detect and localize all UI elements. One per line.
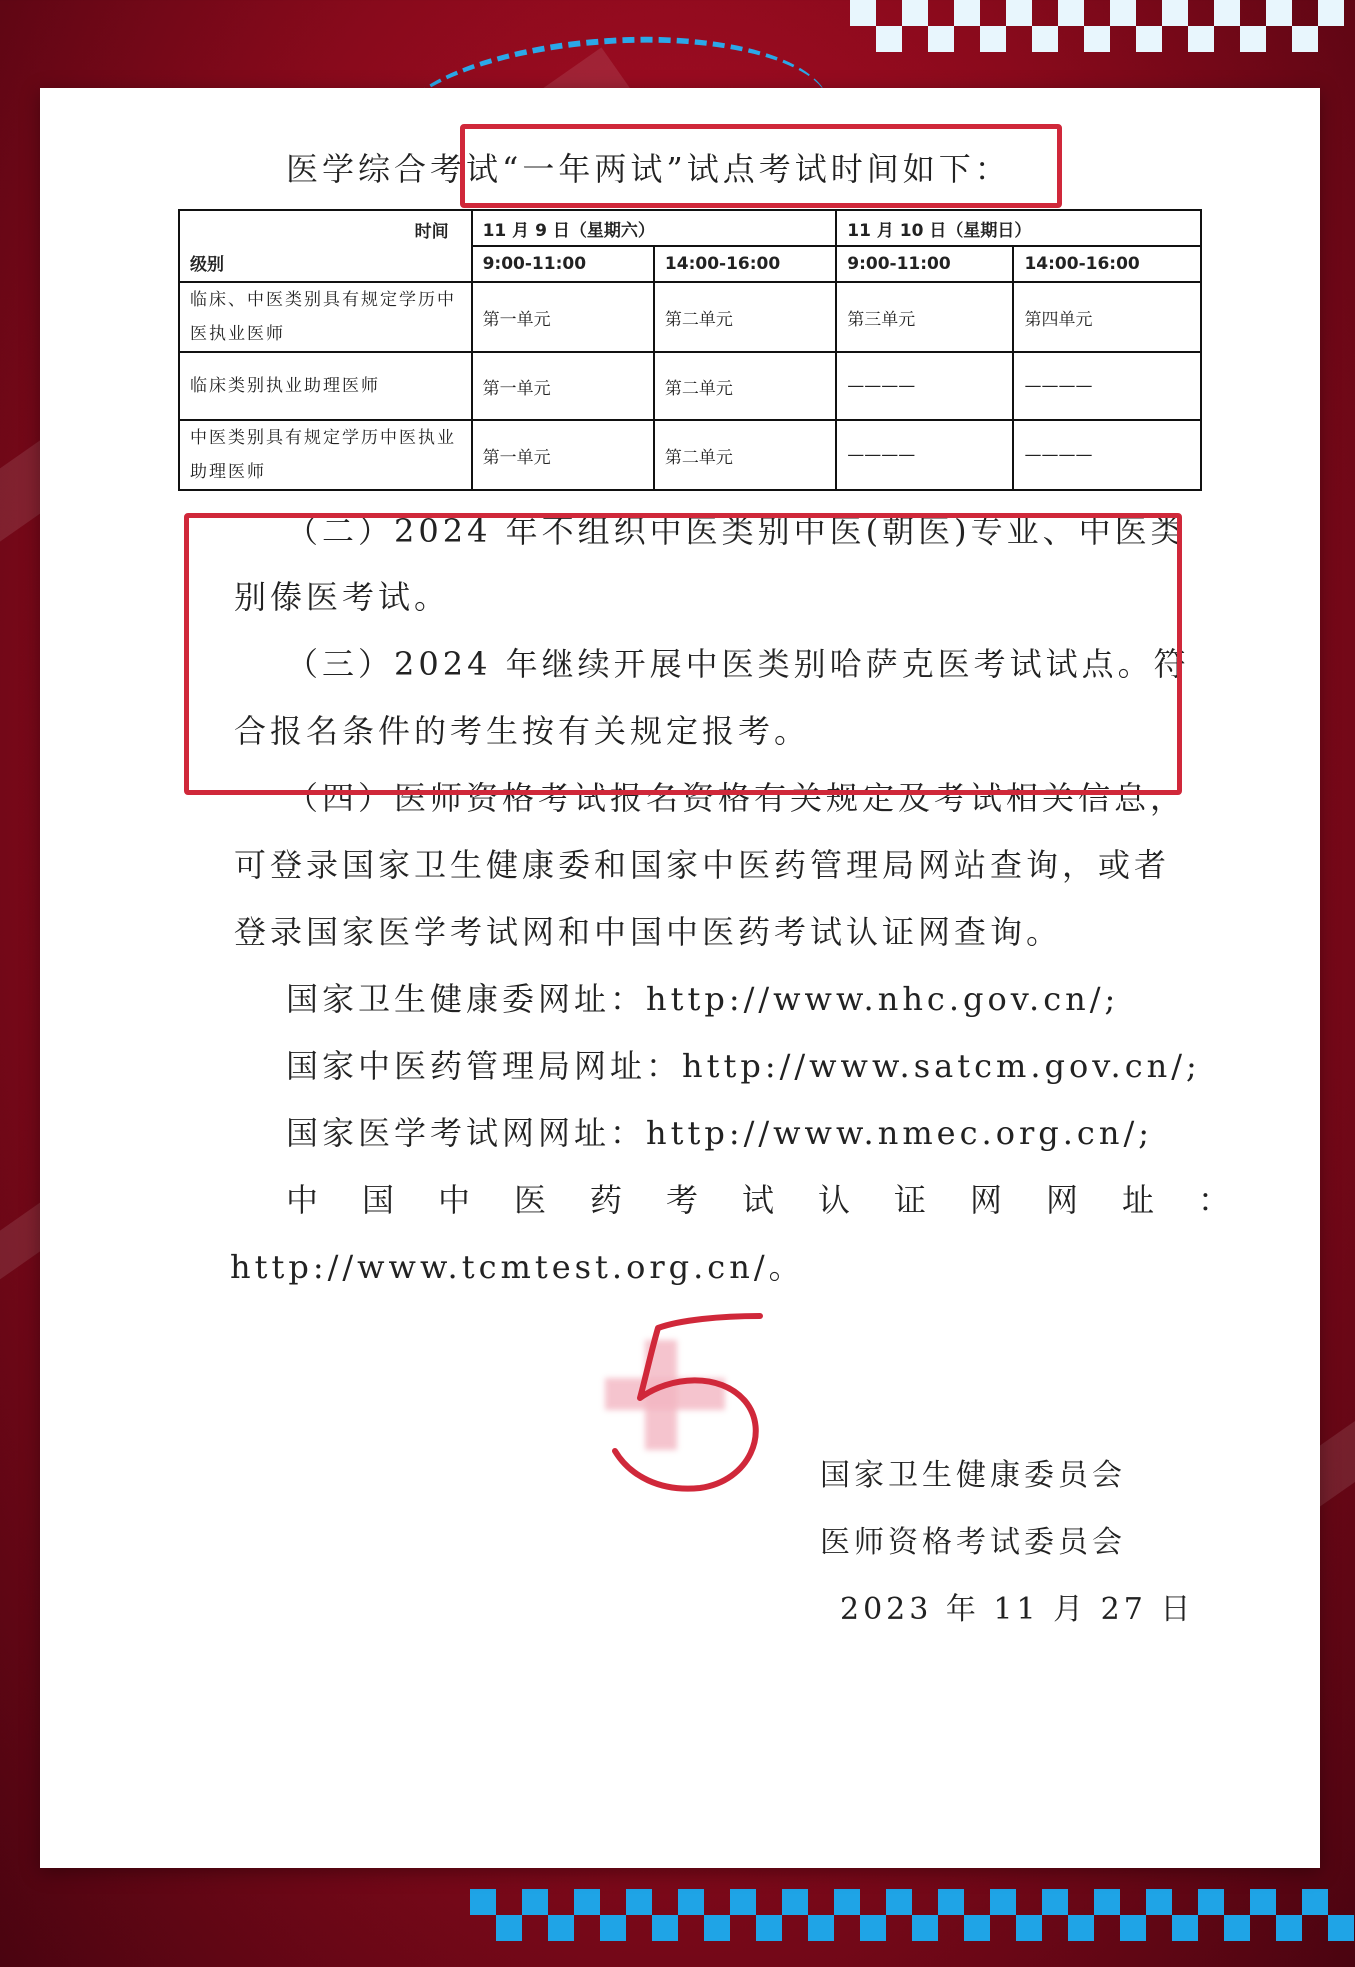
table-cell: 第一单元 [472, 352, 654, 420]
paragraph-4-line3: 登录国家医学考试网和中国中医药考试认证网查询。 [234, 913, 1063, 951]
paragraph-2-line2: 别傣医考试。 [234, 578, 451, 616]
corner-label-time: 时间 [414, 222, 449, 242]
highlight-box-title [460, 124, 1062, 208]
paragraph-3-line1: （三）2024 年继续开展中医类别哈萨克医考试试点。符 [286, 645, 1190, 683]
signer-committee: 医师资格考试委员会 [820, 1525, 1126, 1560]
table-cell: 第二单元 [654, 352, 836, 420]
intro-line: 医学综合考试“一年两试”试点考试时间如下： [286, 150, 1011, 188]
table-corner-cell [179, 210, 472, 282]
checker-pattern-bottom [470, 1889, 1354, 1941]
exam-schedule-table [178, 209, 1202, 491]
corner-label-level: 级别 [190, 255, 224, 275]
table-cell: ———— [1013, 352, 1201, 420]
checker-pattern-top [850, 0, 1344, 52]
signer-nhc: 国家卫生健康委员会 [820, 1458, 1126, 1493]
table-row [179, 352, 1201, 420]
table-row [179, 420, 1201, 490]
document-page [40, 88, 1320, 1868]
table-row [179, 282, 1201, 352]
paragraph-4-line1: （四）医师资格考试报名资格有关规定及考试相关信息， [286, 779, 1187, 817]
table-cell: 第二单元 [654, 420, 836, 490]
row-label: 临床类别执业助理医师 [179, 352, 472, 420]
table-cell: 第二单元 [654, 282, 836, 352]
table-cell: ———— [836, 420, 1013, 490]
table-cell: 第四单元 [1013, 282, 1201, 352]
row-label: 中医类别具有规定学历中医执业助理医师 [179, 420, 472, 490]
slot-header: 9:00-11:00 [472, 246, 654, 282]
table-cell: ———— [836, 352, 1013, 420]
slot-header: 14:00-16:00 [1013, 246, 1201, 282]
url-line-nhc: 国家卫生健康委网址：http://www.nhc.gov.cn/; [286, 980, 1120, 1018]
day2-header: 11 月 10 日（星期日） [836, 210, 1201, 246]
url-line-nmec: 国家医学考试网网址：http://www.nmec.org.cn/; [286, 1114, 1154, 1152]
url-line-satcm: 国家中医药管理局网址：http://www.satcm.gov.cn/; [286, 1047, 1201, 1085]
table-cell: 第一单元 [472, 282, 654, 352]
handwritten-number-mark [610, 1306, 780, 1496]
table-cell: 第三单元 [836, 282, 1013, 352]
day1-header: 11 月 9 日（星期六） [472, 210, 837, 246]
slot-header: 9:00-11:00 [836, 246, 1013, 282]
paragraph-4-line2: 可登录国家卫生健康委和国家中医药管理局网站查询，或者 [234, 846, 1171, 884]
highlight-box-paragraphs [184, 513, 1182, 795]
row-label: 临床、中医类别具有规定学历中医执业医师 [179, 282, 472, 352]
table-cell: 第一单元 [472, 420, 654, 490]
paragraph-2-line1: （二）2024 年不组织中医类别中医(朝医)专业、中医类 [286, 512, 1187, 550]
slot-header: 14:00-16:00 [654, 246, 836, 282]
url-line-tcmtest-label: 中 国 中 医 药 考 试 认 证 网 网 址 ： [286, 1181, 1237, 1219]
paragraph-3-line2: 合报名条件的考生按有关规定报考。 [234, 712, 811, 750]
signature-date: 2023 年 11 月 27 日 [840, 1592, 1195, 1627]
table-cell: ———— [1013, 420, 1201, 490]
url-line-tcmtest-value: http://www.tcmtest.org.cn/。 [230, 1248, 805, 1286]
